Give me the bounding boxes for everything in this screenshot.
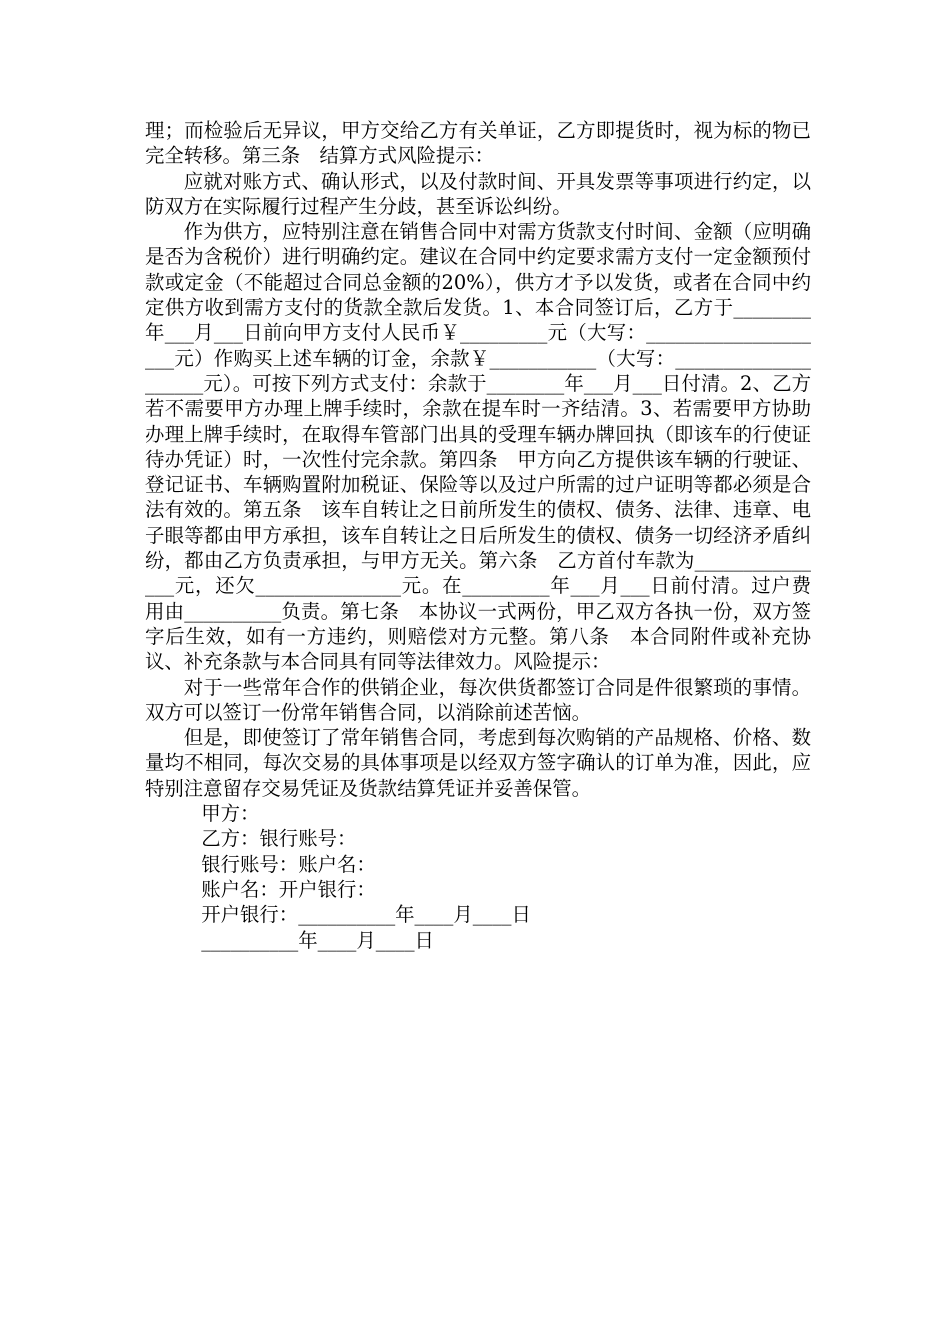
signature-bank-date: 开户银行：__________年____月____日	[201, 903, 531, 927]
paragraph-reconciliation-risk: 应就对账方式、确认形式，以及付款时间、开具发票等事项进行约定，以防双方在实际履行过程产生分歧，甚至诉讼纠纷。	[145, 169, 811, 218]
signature-party-a: 甲方：	[201, 802, 260, 826]
signature-bank: 账户名：开户银行：	[201, 877, 376, 901]
paragraph-payment-clauses: 作为供方，应特别注意在销售合同中对需方货款支付时间、金额（应明确是否为含税价）进行明确约定。建议在合同中约定要求需方支付一定金额预付款或定金（不能超过合同总金额的20%），供方才予以发货，或者在合同中约定供方收到需方支付的货款全款后发货。1、本合同签订后，乙方于________年___月___日前向甲方支付人民币￥_________元（大写：____________________元）作购买上述车辆的订金，余款￥___________（大写：____________________元）。可按下列方式支付：余款于________年___月___日付清。2、乙方若不需要甲方办理上牌手续时，余款在提车时一齐结清。3、若需要甲方协助办理上牌手续时，在取得车管部门出具的受理车辆办牌回执（即该车的行使证待办凭证）时，一次性付完余款。第四条 甲方向乙方提供该车辆的行驶证、登记证书、车辆购置附加税证、保险等以及过户所需的过户证明等都必须是合法有效的。第五条 该车自转让之日前所发生的债权、债务、法律、违章、电子眼等都由甲方承担，该车自转让之日后所发生的债权、债务一切经济矛盾纠纷，都由乙方负责承担，与甲方无关。第六条 乙方首付车款为_______________元，还欠_______________元。在_________年___月___日前付清。过户费用由__________负责。第七条 本协议一式两份，甲乙双方各执一份，双方签字后生效，如有一方违约，则赔偿对方元整。第八条 本合同附件或补充协议、补充条款与本合同具有同等法律效力。风险提示：	[145, 220, 811, 674]
signature-date: __________年____月____日	[201, 928, 434, 952]
paragraph-order-records: 但是，即使签订了常年销售合同，考虑到每次购销的产品规格、价格、数量均不相同，每次交易的具体事项是以经双方签字确认的订单为准，因此，应特别注意留存交易凭证及货款结算凭证并妥善保管。	[145, 726, 811, 800]
contract-document	[145, 118, 811, 953]
paragraph-annual-contract: 对于一些常年合作的供销企业，每次供货都签订合同是件很繁琐的事情。双方可以签订一份常年销售合同，以消除前述苦恼。	[145, 675, 811, 724]
paragraph-settlement-terms: 理；而检验后无异议，甲方交给乙方有关单证，乙方即提货时，视为标的物已完全转移。第三条 结算方式风险提示：	[145, 119, 811, 168]
signature-block	[145, 801, 811, 953]
signature-account-name: 银行账号：账户名：	[201, 852, 376, 876]
signature-party-b-account: 乙方：银行账号：	[201, 827, 357, 851]
